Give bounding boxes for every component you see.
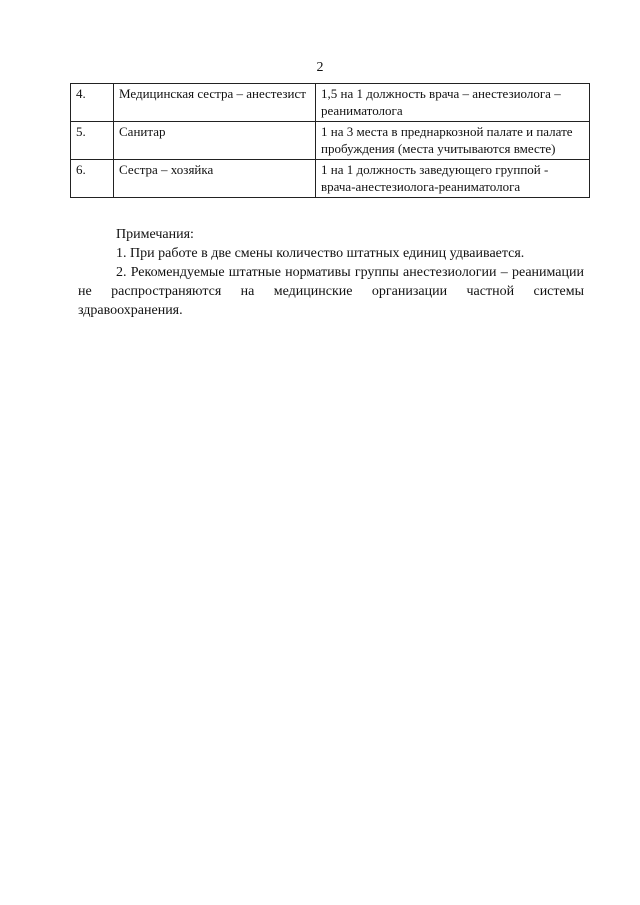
position-name: Сестра – хозяйка xyxy=(114,160,316,198)
staffing-norm: 1,5 на 1 должность врача – анестезиолога – реаниматолога xyxy=(316,84,590,122)
table-row xyxy=(71,84,590,122)
notes-heading: Примечания: xyxy=(116,227,194,242)
row-number: 6. xyxy=(71,160,114,198)
staffing-norm: 1 на 1 должность заведующего группой - врача-анестезиолога-реаниматолога xyxy=(316,160,590,198)
staffing-norm: 1 на 3 места в преднаркозной палате и палате пробуждения (места учитываются вместе) xyxy=(316,122,590,160)
notes-section xyxy=(78,225,584,320)
row-number: 4. xyxy=(71,84,114,122)
row-number: 5. xyxy=(71,122,114,160)
note-item: 2. Рекомендуемые штатные нормативы группы анестезиологии – реанимации не распространяются на медицинские организации частной системы здравоохранения. xyxy=(78,265,584,318)
page-number: 2 xyxy=(316,60,324,75)
table-row xyxy=(71,122,590,160)
position-name: Медицинская сестра – анестезист xyxy=(114,84,316,122)
table-row xyxy=(71,160,590,198)
staffing-table xyxy=(70,83,590,198)
note-item: 1. При работе в две смены количество штатных единиц удваивается. xyxy=(116,246,525,261)
position-name: Санитар xyxy=(114,122,316,160)
